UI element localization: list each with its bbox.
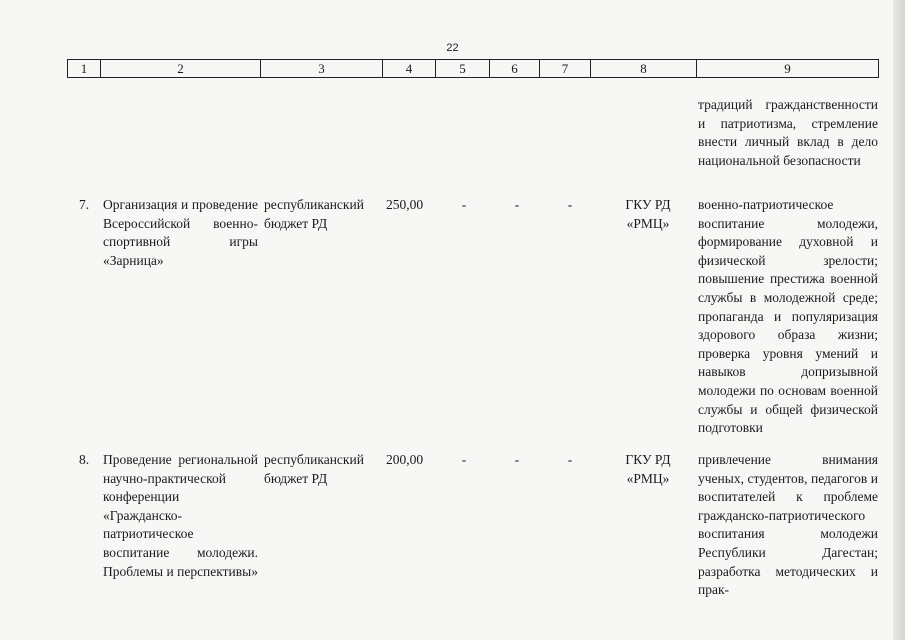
row-7-source: республиканский бюджет РД	[264, 197, 364, 231]
row-8-name: Проведение региональной научно-практической конференции «Гражданско-патриотическое воспитание молодежи. Проблемы и перспективы»	[103, 452, 258, 579]
header-col-3: 3	[260, 60, 382, 77]
page-number: 22	[446, 42, 459, 54]
row-7-result: военно-патриотическое воспитание молодежи, формирование духовной и физической зрелости; повышение престижа военной службы в молодежной среде; пропаганда и популяризация здорового образа жизни; проверка уровня умений и навыков допризывной молодежи по основам военной службы и общей физической подготовки	[698, 197, 878, 436]
row-8-col6: -	[514, 452, 520, 467]
header-col-1: 1	[67, 60, 100, 77]
row-8-executor: ГКУ РД «РМЦ»	[625, 452, 671, 486]
row-7-col6: -	[514, 197, 520, 212]
row-7-name: Организация и проведение Всероссийской военно-спортивной игры «Зарница»	[103, 197, 258, 268]
page-edge-shadow	[893, 0, 905, 640]
row-8-source: республиканский бюджет РД	[264, 452, 364, 486]
row-8-col7: -	[567, 452, 573, 467]
header-col-6: 6	[489, 60, 539, 77]
header-col-4: 4	[382, 60, 435, 77]
header-col-7: 7	[539, 60, 590, 77]
row-8-amount: 200,00	[386, 452, 424, 467]
continuation-result-text: традиций гражданственности и патриотизма, стремление внести личный вклад в дело национальной безопасности	[698, 97, 878, 168]
row-7-number: 7.	[79, 197, 90, 212]
header-col-9: 9	[696, 60, 879, 77]
row-7-amount: 250,00	[386, 197, 424, 212]
row-8-result: привлечение внимания ученых, студентов, педагогов и воспитателей к проблеме гражданско-патриотического воспитания молодежи Республики Дагестан; разработка методических и прак-	[698, 452, 878, 598]
row-7-executor: ГКУ РД «РМЦ»	[625, 197, 671, 231]
header-col-2: 2	[100, 60, 260, 77]
row-7-col7: -	[567, 197, 573, 212]
row-8-col5: -	[461, 452, 467, 467]
table-header-row	[67, 59, 879, 78]
header-col-8: 8	[590, 60, 696, 77]
header-col-5: 5	[435, 60, 489, 77]
row-7-col5: -	[461, 197, 467, 212]
row-8-number: 8.	[79, 452, 90, 467]
